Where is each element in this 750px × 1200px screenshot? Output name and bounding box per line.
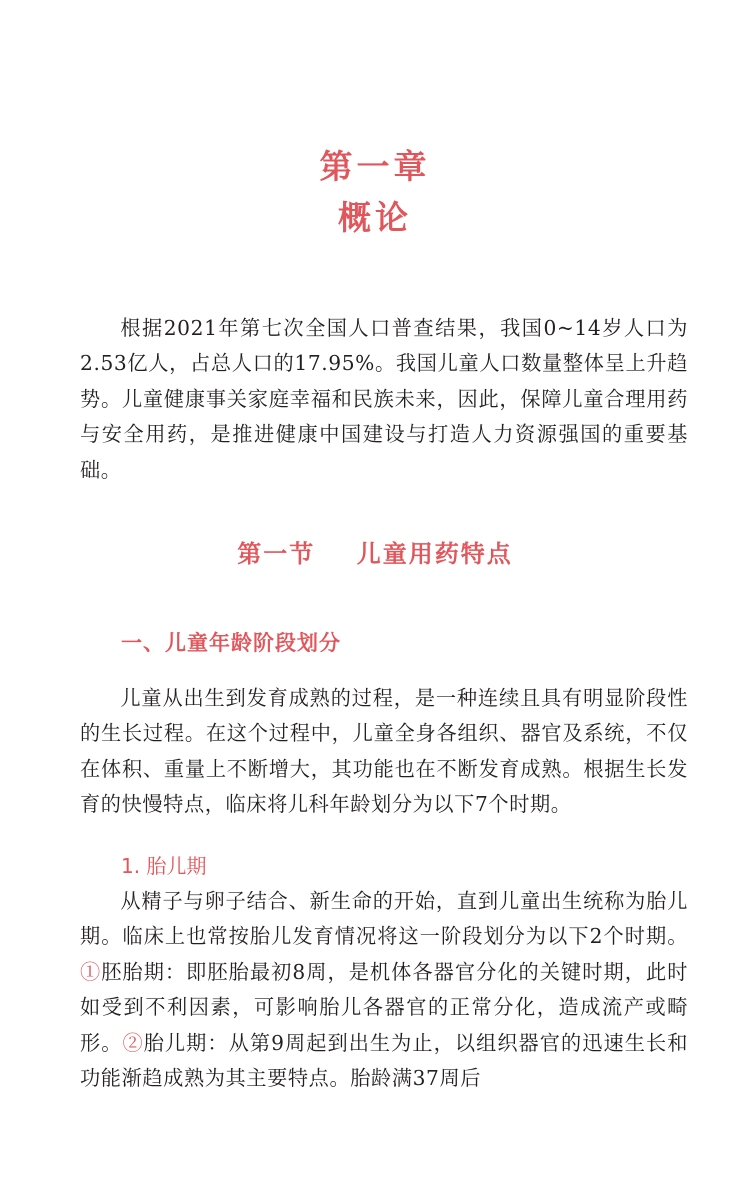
subsection-title: 一、儿童年龄阶段划分 xyxy=(121,631,341,655)
fetal-text-b: 胚胎期：即胚胎最初8周，是机体各器官分化的关键时期，此时如受到不利因素，可影响胎儿各器官的正常分化，造成流产或畸形。 xyxy=(80,959,688,1055)
section-title: 第一节 儿童用药特点 xyxy=(237,540,513,568)
chapter-number: 第一章 xyxy=(319,147,431,186)
intro-paragraph: 根据2021年第七次全国人口普查结果，我国0~14岁人口为2.53亿人，占总人口的17.95%。我国儿童人口数量整体呈上升趋势。儿童健康事关家庭幸福和民族未来，因此，保障儿童合理用药与安全用药，是推进健康中国建设与打造人力资源强国的重要基础。 xyxy=(80,316,688,482)
fetal-period-paragraph xyxy=(80,884,688,1096)
chapter-title: 概论 xyxy=(338,198,412,237)
fetal-text-c: 胎儿期：从第9周起到出生为止，以组织器官的迅速生长和功能渐趋成熟为其主要特点。胎龄满37周后 xyxy=(80,1030,688,1091)
age-stage-paragraph: 儿童从出生到发育成熟的过程，是一种连续且具有明显阶段性的生长过程。在这个过程中，儿童全身各组织、器官及系统，不仅在体积、重量上不断增大，其功能也在不断发育成熟。根据生长发育的快慢特点，临床将儿科年龄划分为以下7个时期。 xyxy=(80,686,688,817)
circled-number-1: ① xyxy=(80,959,102,984)
circled-number-2: ② xyxy=(122,1030,144,1055)
fetal-period-heading: 1. 胎儿期 xyxy=(121,854,207,878)
fetal-text-a: 从精子与卵子结合、新生命的开始，直到儿童出生统称为胎儿期。临床上也常按胎儿发育情况将这一阶段划分为以下2个时期。 xyxy=(80,889,688,949)
